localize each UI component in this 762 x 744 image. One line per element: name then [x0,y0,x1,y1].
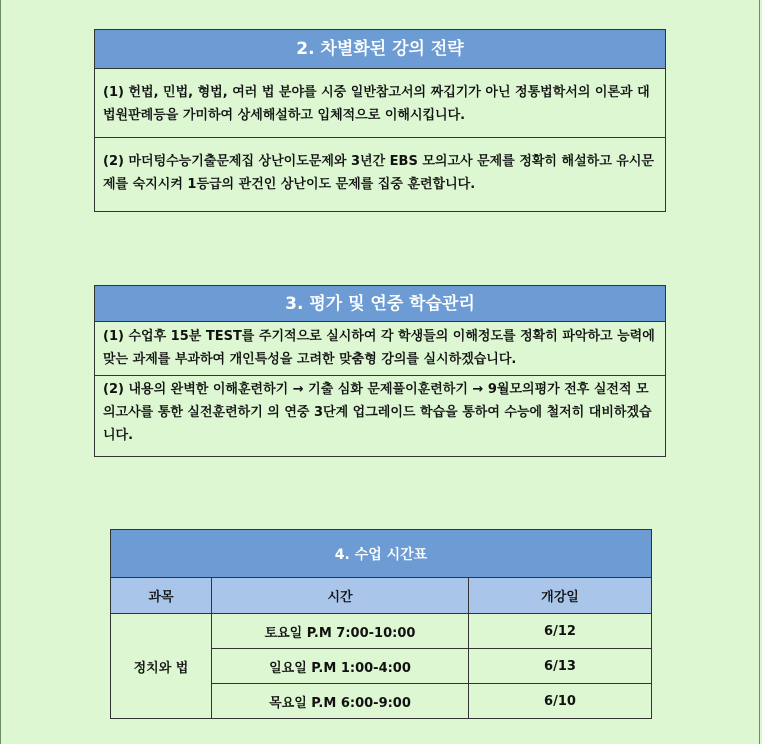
schedule-table [110,529,652,719]
start-date-cell: 6/10 [469,684,652,719]
evaluation-paragraph-2: (2) 내용의 완벽한 이해훈련하기 → 기출 심화 문제풀이훈련하기 → 9월모의평가 전후 실전적 모의고사를 통한 실전훈련하기 의 연중 3단계 업그레이드 학습을 통하여 수능에 철저히 대비하겠습니다. [103,382,652,443]
strategy-paragraph-1: (1) 헌법, 민법, 형법, 여러 법 분야를 시중 일반참고서의 짜깁기가 아닌 정통법학서의 이론과 대법원판례등을 가미하여 상세해설하고 입체적으로 이해시킵니다. [95,69,665,138]
header-start-date: 개강일 [469,578,652,614]
strategy-section [94,29,666,212]
time-cell: 일요일 P.M 1:00-4:00 [212,649,469,684]
start-date-cell: 6/13 [469,649,652,684]
table-row [111,614,652,649]
time-cell: 목요일 P.M 6:00-9:00 [212,684,469,719]
strategy-title: 2. 차별화된 강의 전략 [95,30,665,69]
schedule-title: 4. 수업 시간표 [111,530,652,578]
evaluation-paragraph-1: (1) 수업후 15분 TEST를 주기적으로 실시하여 각 학생들의 이해정도를 정확히 파악하고 능력에 맞는 과제를 부과하여 개인특성을 고려한 맞춤형 강의를 실시하겠습니다. [95,322,665,376]
evaluation-title: 3. 평가 및 연중 학습관리 [95,286,665,322]
header-subject: 과목 [111,578,212,614]
evaluation-section [94,285,666,457]
start-date-cell: 6/12 [469,614,652,649]
subject-cell: 정치와 법 [111,614,212,719]
header-time: 시간 [212,578,469,614]
strategy-paragraph-2: (2) 마더텅수능기출문제집 상난이도문제와 3년간 EBS 모의고사 문제를 정확히 해설하고 유시문제를 숙지시켜 1등급의 관건인 상난이도 문제를 집중 훈련합니다. [103,154,654,192]
time-cell: 토요일 P.M 7:00-10:00 [212,614,469,649]
